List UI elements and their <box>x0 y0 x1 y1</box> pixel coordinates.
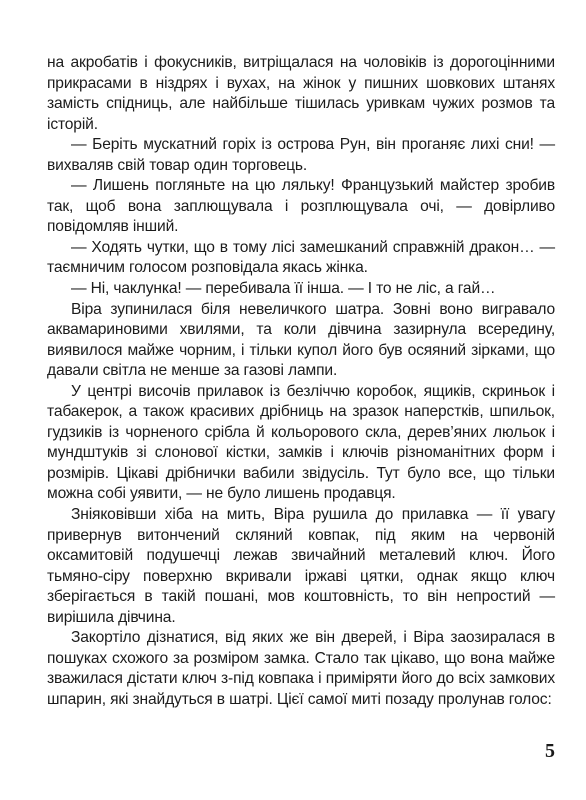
paragraph: Віра зупинилася біля невеличкого шатра. Зовні воно вигравало аквамариновими хвилями, та коли дівчина зазирнула всередину, виявилося майже чорним, і тільки купол його був осяяний зірками, що давали світла не менше за газові лампи. <box>47 300 555 380</box>
paragraph: — Лишень погляньте на цю ляльку! Французький майстер зробив так, щоб вона заплющувала і розплющувала очі, — довірливо повідомляв інший. <box>47 177 555 236</box>
paragraph: У центрі височів прилавок із безліччю коробок, ящиків, скриньок і табакерок, а також красивих дрібниць на зразок наперстків, шпильок, гудзиків із чорненого срібла й кольорового скла, дерев’яних люльок і мундштуків зі слонової кістки, замків і ключів різноманітних форм і розмірів. Цікаві дрібнички вабили звідусіль. Тут було все, що тільки можна собі уявити, — не було лишень продавця. <box>47 382 555 503</box>
page-number: 5 <box>545 740 555 762</box>
paragraph: — Ходять чутки, що в тому лісі замешканий справжній дракон… — таємничим голосом розповідала якась жінка. <box>47 238 555 277</box>
paragraph: на акробатів і фокусників, витріщалася на чоловіків із дорогоцінними прикрасами в ніздрях і вухах, на жінок у пишних шовкових штанях замість спідниць, але найбільше тішилась уривкам чужих розмов та історій. <box>47 54 555 133</box>
paragraph: — Ні, чаклунка! — перебивала її інша. — І то не ліс, а гай… <box>71 280 496 298</box>
paragraph: Зніяковівши хіба на мить, Віра рушила до прилавка — її увагу привернув витончений скляний ковпак, під яким на червоній оксамитовій подушечці лежав звичайний металевий ключ. Його тьмяно-сіру поверхню вкривали іржаві цятки, однак якщо ключ зберігається в такій пошані, мов коштовність, то він непростий — вирішила дівчина. <box>47 506 555 626</box>
body-text <box>47 53 555 711</box>
paragraph: — Беріть мускатний горіх із острова Рун, він проганяє лихі сни! — вихваляв свій товар один торговець. <box>47 136 555 174</box>
paragraph: Закортіло дізнатися, від яких же він дверей, і Віра заозиралася в пошуках схожого за розміром замка. Стало так цікаво, що вона майже зважилася дістати ключ з-під ковпака і приміряти його до всіх замкових шпарин, які знайдуться в шатрі. Цієї самої миті позаду пролунав голос: <box>47 629 555 708</box>
